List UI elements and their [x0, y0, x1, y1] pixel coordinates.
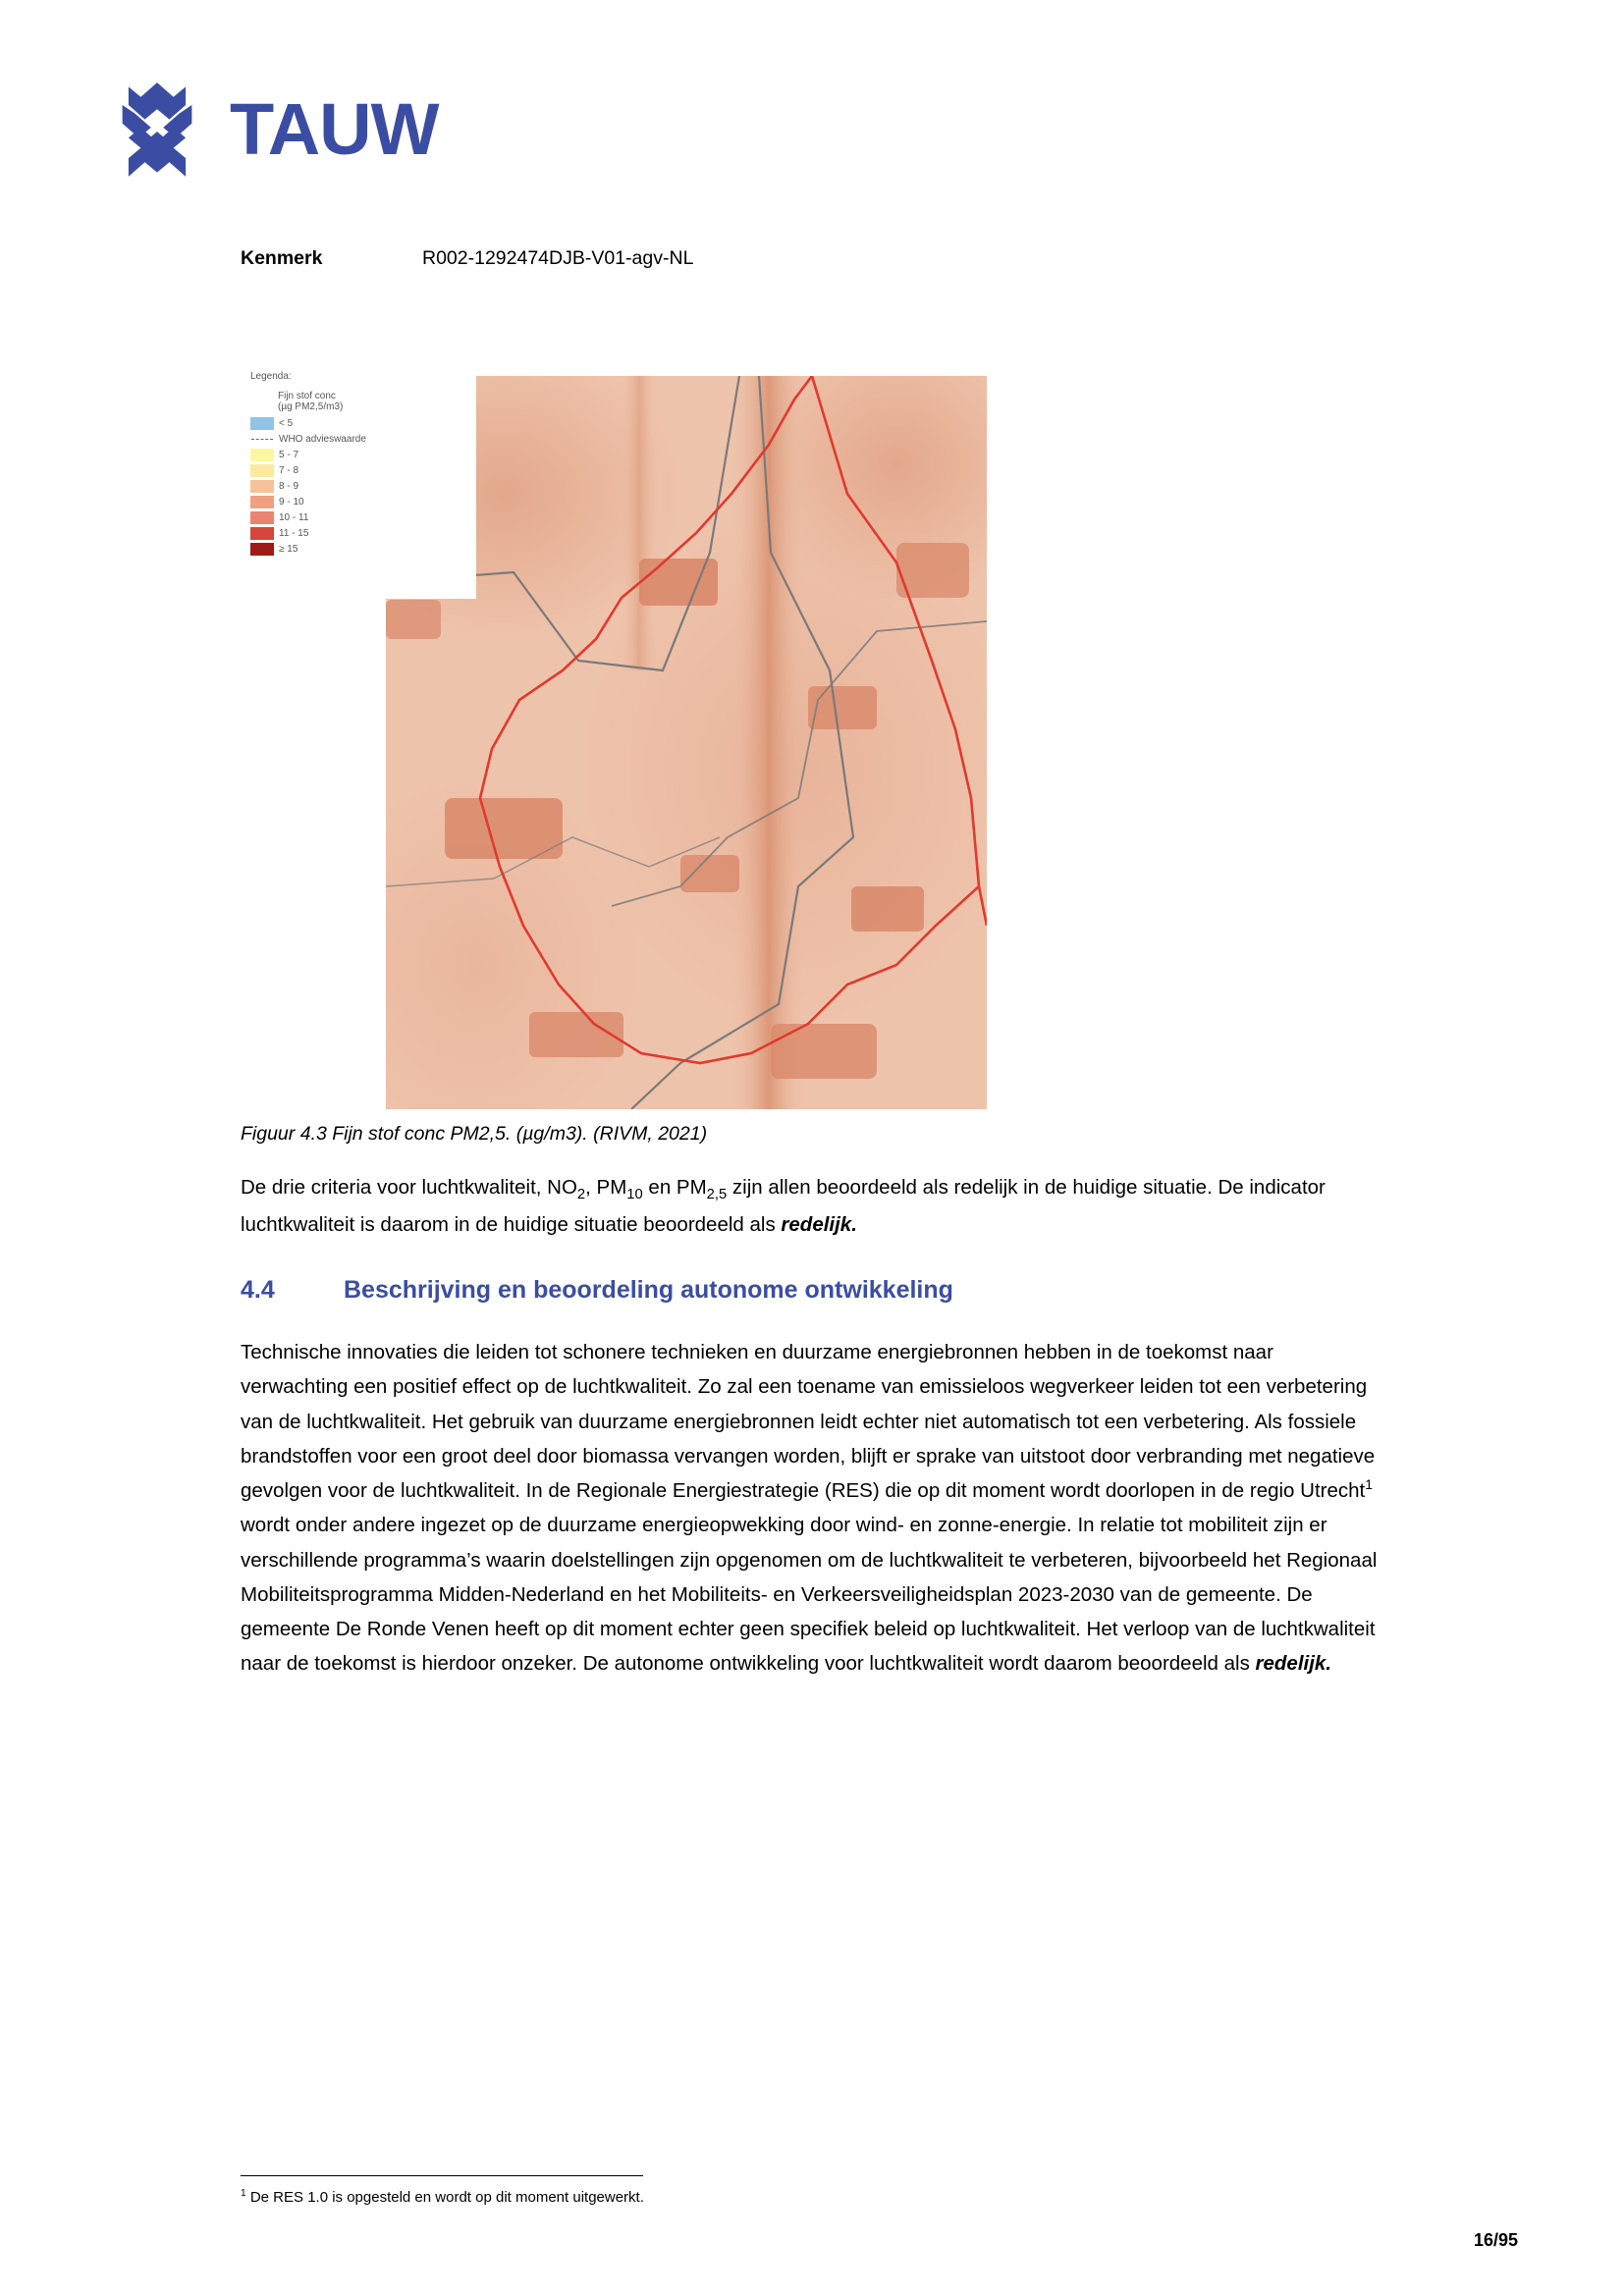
legend-item — [250, 416, 470, 432]
figure-caption: Figuur 4.3 Fijn stof conc PM2,5. (µg/m3). (RIVM, 2021) — [241, 1123, 708, 1145]
intro-text-part3: en PM — [642, 1176, 707, 1199]
footnote-marker: 1 — [241, 2188, 246, 2199]
intro-sub-pm25: 2,5 — [706, 1187, 728, 1203]
legend-swatch-icon — [250, 449, 274, 461]
intro-text-part4: zijn allen beoordeeld als redelijk in de huidige situatie. De indicator luchtkwaliteit is daarom in de huidige situatie beoordeeld als — [241, 1176, 1326, 1237]
legend-swatch-icon — [250, 417, 274, 430]
section-heading-4-4 — [241, 1276, 953, 1305]
legend-swatch-icon — [250, 496, 274, 508]
legend-item — [250, 510, 470, 526]
main-text-part1: Technische innovaties die leiden tot schonere technieken en duurzame energiebronnen hebben in de toekomst naar verwachting een positief effect op de luchtkwaliteit. Zo zal een toename van emissieloos wegverkeer leiden tot een verbetering van de luchtkwaliteit. Het gebruik van duurzame energiebronnen leidt echter niet automatisch tot een verbetering. Als fossiele brandstoffen voor een groot deel door biomassa vervangen worden, blijft er sprake van uitstoot door verbranding met negatieve gevolgen voor de luchtkwaliteit. In de Regionale Energiestrategie (RES) die op dit moment wordt doorlopen in de regio Utrecht — [241, 1341, 1376, 1502]
page-number: 16/95 — [1473, 2230, 1518, 2250]
legend-item-label: WHO advieswaarde — [279, 433, 366, 445]
legend-swatch-icon — [250, 527, 274, 540]
legend-swatch-icon — [250, 511, 274, 524]
tauw-logo — [106, 79, 438, 181]
footnote-divider — [241, 2175, 643, 2176]
legend-item-label: 9 - 10 — [279, 496, 304, 507]
intro-text-part1: De drie criteria voor luchtkwaliteit, NO — [241, 1176, 577, 1199]
legend-item — [250, 526, 470, 542]
paragraph-main — [241, 1335, 1380, 1682]
legend-item — [250, 495, 470, 510]
legend-item-label: < 5 — [279, 417, 294, 429]
kenmerk-value: R002-1292474DJB-V01-agv-NL — [422, 247, 694, 269]
legend-item-label: 7 - 8 — [279, 464, 299, 476]
legend-swatch-icon — [250, 464, 274, 477]
intro-emphasis: redelijk. — [781, 1213, 857, 1237]
legend-item — [250, 542, 470, 558]
legend-item-label: 10 - 11 — [279, 511, 309, 523]
legend-item-label: 5 - 7 — [279, 449, 299, 460]
kenmerk-row — [241, 247, 693, 270]
intro-text-part2: , PM — [585, 1176, 627, 1199]
intro-sub-no2: 2 — [576, 1187, 586, 1203]
legend-title: Legenda: — [250, 371, 292, 382]
legend-swatch-icon — [250, 543, 274, 556]
legend-item-label: 11 - 15 — [279, 527, 309, 539]
footnote-text: De RES 1.0 is opgesteld en wordt op dit moment uitgewerkt. — [245, 2189, 644, 2206]
legend-item — [250, 479, 470, 495]
tauw-wordmark: TAUW — [230, 88, 439, 170]
footnote-reference[interactable]: 1 — [1365, 1476, 1373, 1493]
main-text-part2: wordt onder andere ingezet op de duurzame energieopwekking door wind- en zonne-energie. In relatie tot mobiliteit zijn er verschillende programma’s waarin doelstellingen zijn opgenomen om de luchtkwaliteit te verbeteren, bijvoorbeeld het Regionaal Mobiliteitsprogramma Midden-Nederland en het Mobiliteits- en Verkeersveiligheidsplan 2023-2030 van de gemeente. De gemeente De Ronde Venen heeft op dit moment echter geen specifiek beleid op luchtkwaliteit. Het verloop van de luchtkwaliteit naar de toekomst is hierdoor onzeker. De autonome ontwikkeling voor luchtkwaliteit wordt daarom beoordeeld als — [241, 1514, 1378, 1676]
dashed-line-icon — [250, 433, 274, 446]
legend-headline-line1: Fijn stof conc — [278, 391, 336, 402]
footnote — [241, 2187, 644, 2208]
legend-item — [250, 432, 470, 448]
legend-item — [250, 463, 470, 479]
legend-item-label: ≥ 15 — [279, 543, 298, 555]
paragraph-intro — [241, 1170, 1380, 1243]
section-number: 4.4 — [241, 1276, 275, 1304]
legend-swatch-icon — [250, 480, 274, 493]
tauw-diamond-logo-icon — [106, 79, 208, 181]
map-legend — [241, 363, 476, 599]
intro-sub-pm10: 10 — [626, 1187, 643, 1203]
legend-headline-line2: (µg PM2,5/m3) — [278, 401, 344, 413]
section-title: Beschrijving en beoordeling autonome ontwikkeling — [344, 1276, 953, 1304]
main-emphasis: redelijk. — [1255, 1652, 1332, 1676]
legend-item — [250, 448, 470, 463]
figure-air-quality-map — [241, 363, 987, 1109]
legend-item-label: 8 - 9 — [279, 480, 299, 492]
kenmerk-label: Kenmerk — [241, 247, 323, 269]
